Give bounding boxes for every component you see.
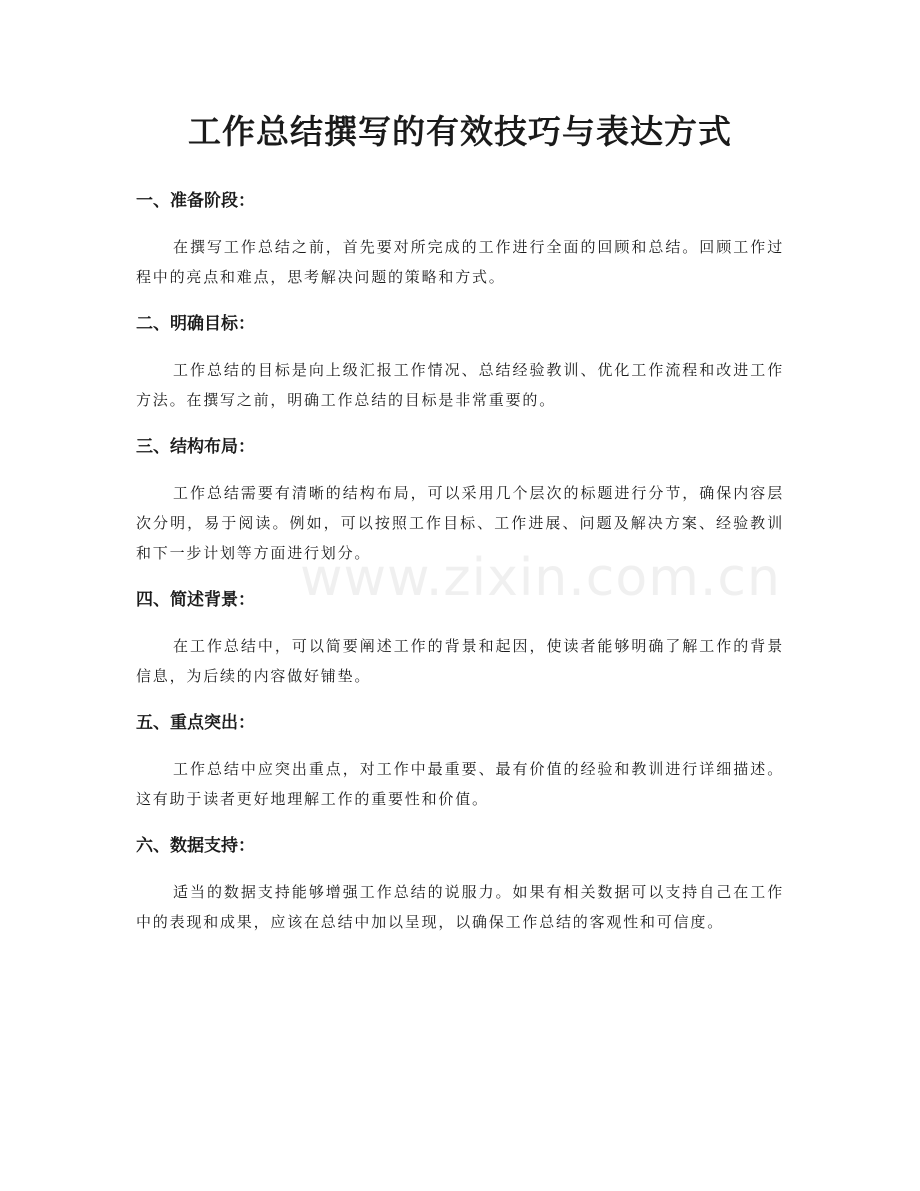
section-heading: 六、数据支持： [136,836,255,856]
section-heading: 五、重点突出： [136,713,255,733]
section-paragraph: 在撰写工作总结之前，首先要对所完成的工作进行全面的回顾和总结。回顾工作过程中的亮点和难点，思考解决问题的策略和方式。 [136,238,784,286]
section-paragraph: 在工作总结中，可以简要阐述工作的背景和起因，使读者能够明确了解工作的背景信息，为后续的内容做好铺垫。 [136,637,784,685]
section-preparation [136,185,784,292]
section-paragraph: 适当的数据支持能够增强工作总结的说服力。如果有相关数据可以支持自己在工作中的表现和成果，应该在总结中加以呈现，以确保工作总结的客观性和可信度。 [136,883,784,931]
section-structure [136,431,784,568]
section-heading: 二、明确目标： [136,314,255,334]
section-data-support [136,830,784,937]
section-heading: 三、结构布局： [136,437,255,457]
section-paragraph: 工作总结的目标是向上级汇报工作情况、总结经验教训、优化工作流程和改进工作方法。在撰写之前，明确工作总结的目标是非常重要的。 [136,361,784,409]
section-background [136,584,784,691]
section-heading: 四、简述背景： [136,590,255,610]
section-paragraph: 工作总结需要有清晰的结构布局，可以采用几个层次的标题进行分节，确保内容层次分明，易于阅读。例如，可以按照工作目标、工作进展、问题及解决方案、经验教训和下一步计划等方面进行划分。 [136,484,784,562]
section-paragraph: 工作总结中应突出重点，对工作中最重要、最有价值的经验和教训进行详细描述。这有助于读者更好地理解工作的重要性和价值。 [136,760,784,808]
section-heading: 一、准备阶段： [136,191,255,211]
document-body [136,185,784,953]
document-title: 工作总结撰写的有效技巧与表达方式 [188,112,732,151]
section-goals [136,308,784,415]
section-highlights [136,707,784,814]
watermark-text: www.zixin.com.cn [300,548,781,608]
